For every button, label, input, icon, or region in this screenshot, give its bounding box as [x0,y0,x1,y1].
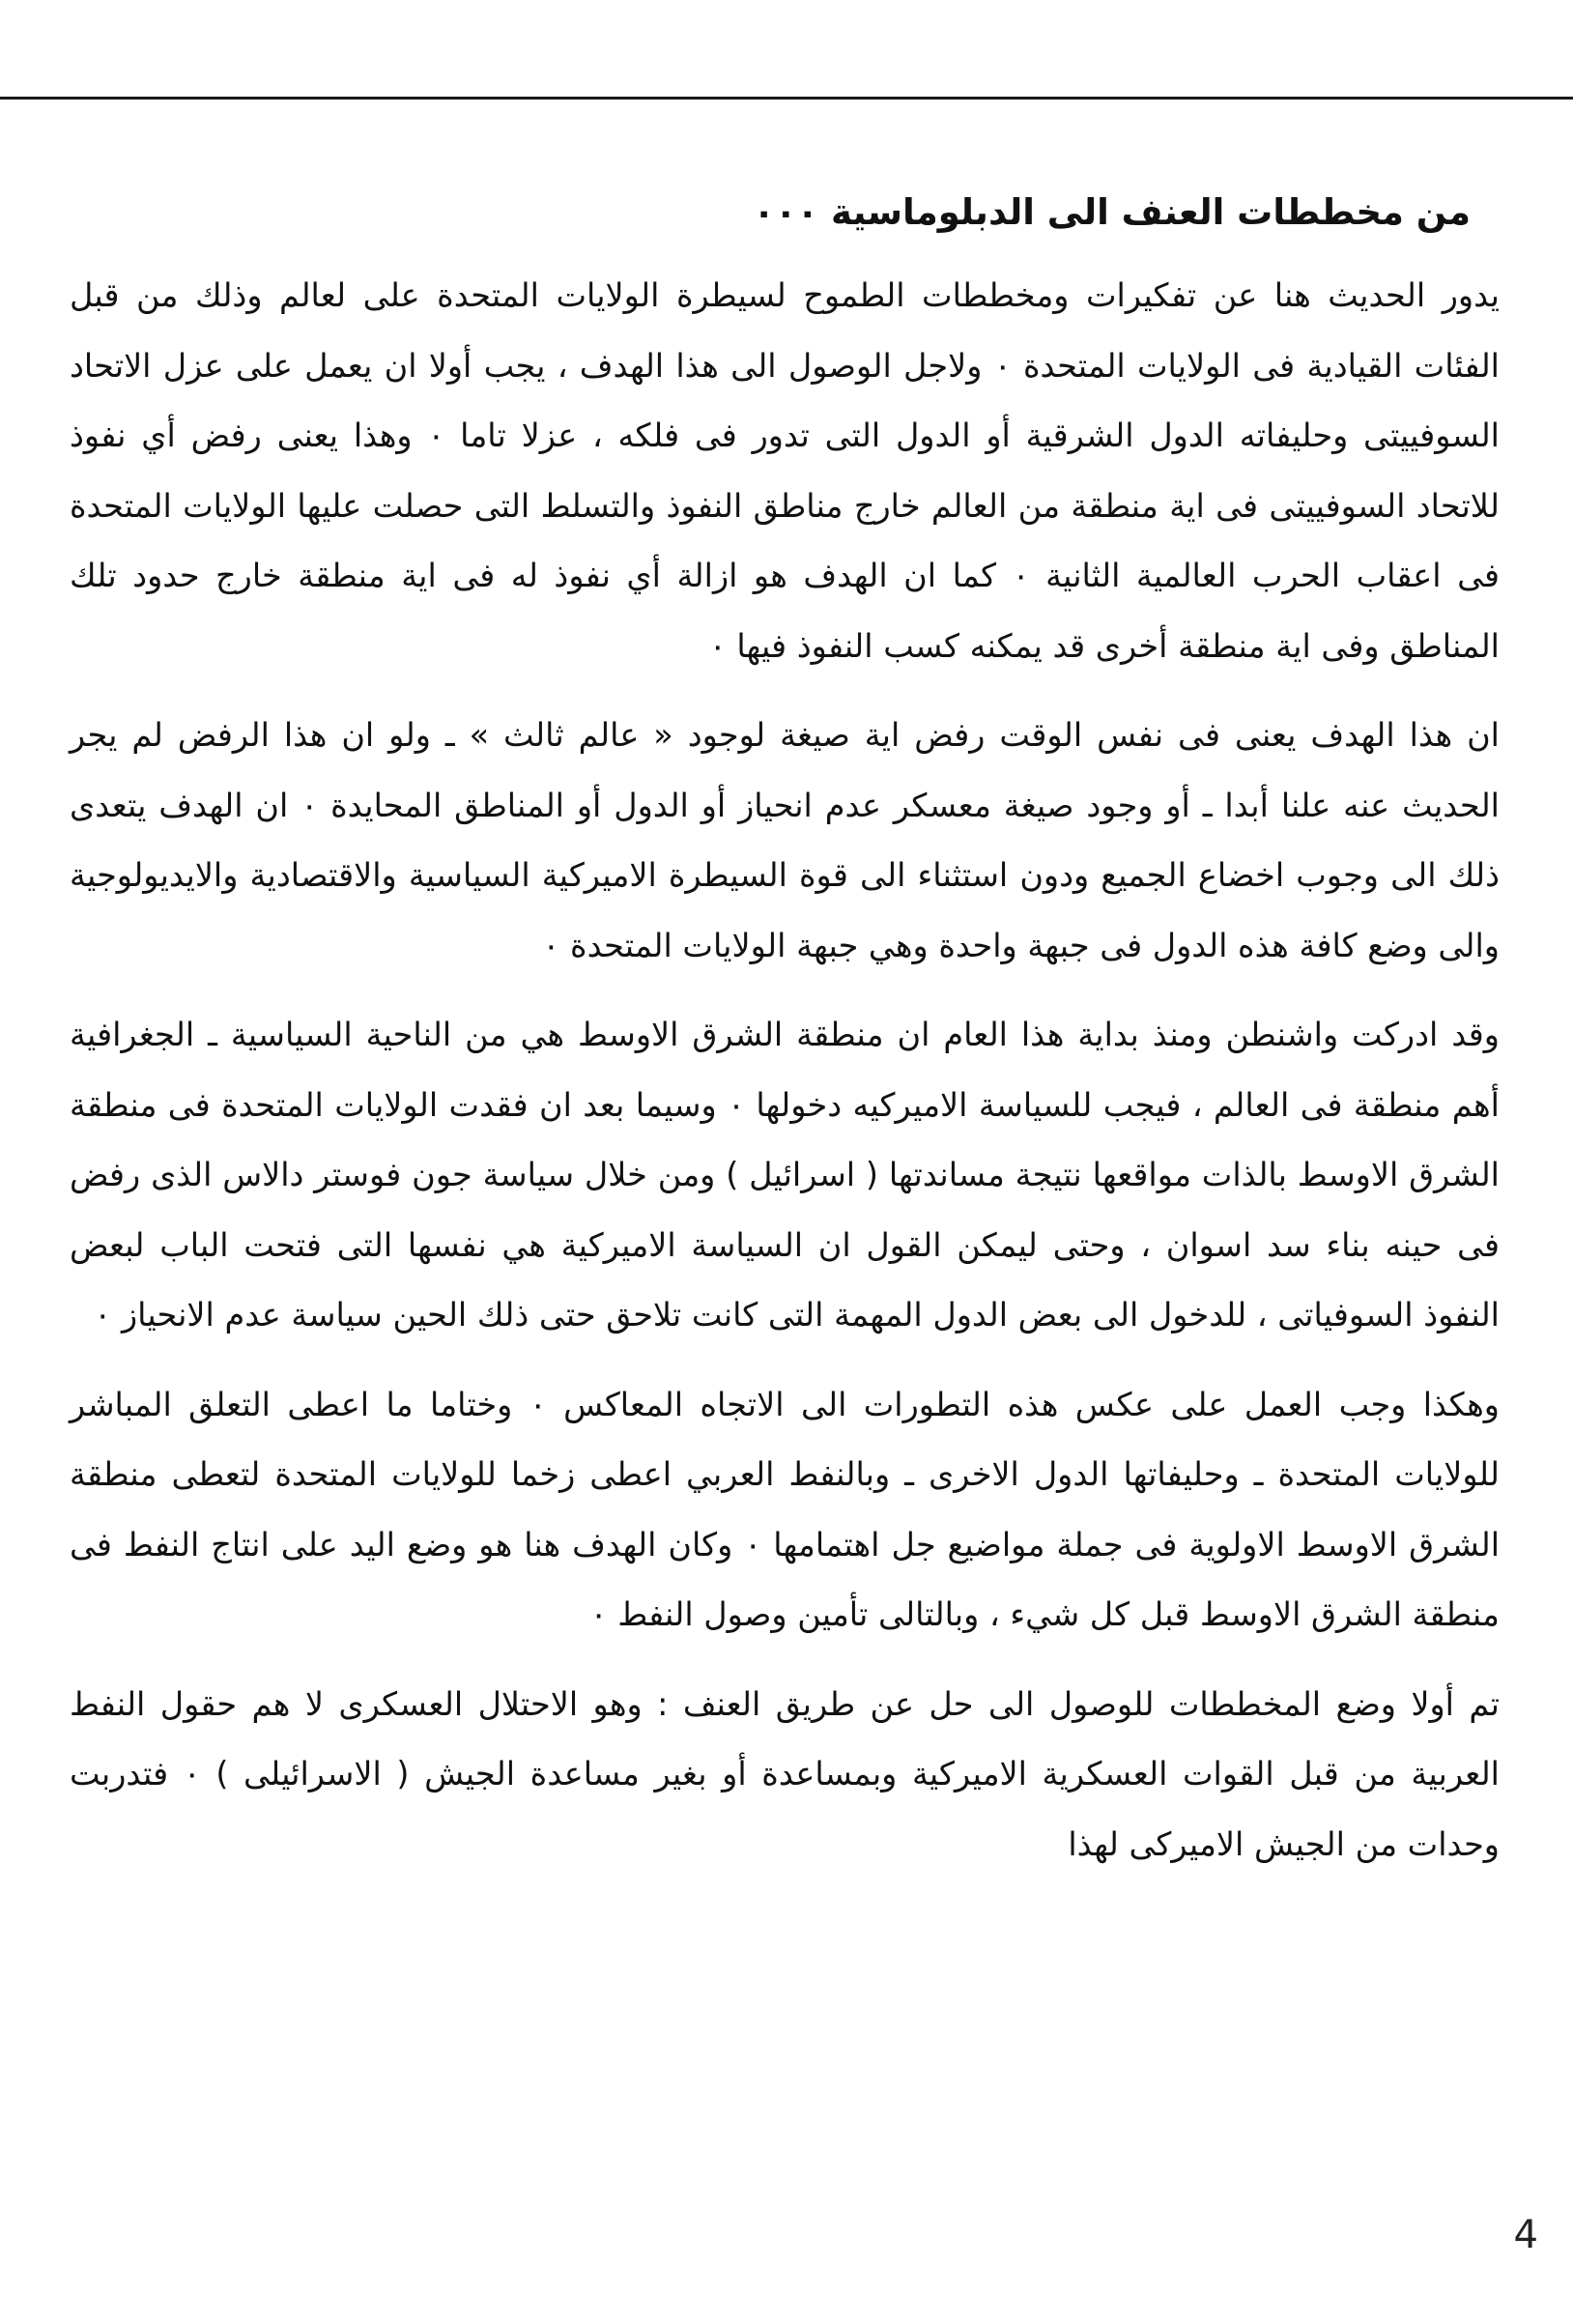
section-heading: من مخططات العنف الى الدبلوماسية ٠٠٠ [753,191,1471,233]
paragraph-5: تم أولا وضع المخططات للوصول الى حل عن طريق العنف : وهو الاحتلال العسكرى لا هم حقول النفط العربية من قبل القوات العسكرية الاميركية وبمساعدة أو بغير مساعدة الجيش ( الاسرائيلى ) ٠ فتدربت وحدات من الجيش الاميركى لهذا [70,1684,1500,1863]
page-body [70,184,1500,1899]
paragraph-1: يدور الحديث هنا عن تفكيرات ومخططات الطموح لسيطرة الولايات المتحدة على لعالم وذلك من قبل الفئات القيادية فى الولايات المتحدة ٠ ولاجل الوصول الى هذا الهدف ، يجب أولا ان يعمل على عزل الاتحاد السوفييتى وحليفاته الدول الشرقية أو الدول التى تدور فى فلكه ، عزلا تاما ٠ وهذا يعنى رفض أي نفوذ للاتحاد السوفييتى فى اية منطقة من العالم خارج مناطق النفوذ والتسلط التى حصلت عليها الولايات المتحدة فى اعقاب الحرب العالمية الثانية ٠ كما ان الهدف هو ازالة أي نفوذ له فى اية منطقة خارج حدود تلك المناطق وفى اية منطقة أخرى قد يمكنه كسب النفوذ فيها ٠ [70,276,1501,665]
top-rule [0,97,1573,100]
paragraph-3: وقد ادركت واشنطن ومنذ بداية هذا العام ان منطقة الشرق الاوسط هي من الناحية السياسية ـ الجغرافية أهم منطقة فى العالم ، فيجب للسياسة الاميركيه دخولها ٠ وسيما بعد ان فقدت الولايات المتحدة فى منطقة الشرق الاوسط بالذات مواقعها نتيجة مساندتها ( اسرائيل ) ومن خلال سياسة جون فوستر دالاس الذى رفض فى حينه بناء سد اسوان ، وحتى ليمكن القول ان السياسة الاميركية هي نفسها التى فتحت الباب لبعض النفوذ السوفياتى ، للدخول الى بعض الدول المهمة التى كانت تلاحق حتى ذلك الحين سياسة عدم الانحياز ٠ [70,1016,1500,1334]
paragraph-4: وهكذا وجب العمل على عكس هذه التطورات الى الاتجاه المعاكس ٠ وختاما ما اعطى التعلق المباشر للولايات المتحدة ـ وحليفاتها الدول الاخرى ـ وبالنفط العربي اعطى زخما للولايات المتحدة لتعطى منطقة الشرق الاوسط الاولوية فى جملة مواضيع جل اهتمامها ٠ وكان الهدف هنا هو وضع اليد على انتاج النفط فى منطقة الشرق الاوسط قبل كل شيء ، وبالتالى تأمين وصول النفط ٠ [70,1385,1500,1633]
page-number: 4 [1513,2213,1538,2257]
paragraph-2: ان هذا الهدف يعنى فى نفس الوقت رفض اية صيغة لوجود « عالم ثالث » ـ ولو ان هذا الرفض لم يجر الحديث عنه علنا أبدا ـ أو وجود صيغة معسكر عدم انحياز أو الدول أو المناطق المحايدة ٠ ان الهدف يتعدى ذلك الى وجوب اخضاع الجميع ودون استثناء الى قوة السيطرة الاميركية السياسية والاقتصادية والايديولوجية والى وضع كافة هذه الدول فى جبهة واحدة وهي جبهة الولايات المتحدة ٠ [70,716,1500,964]
